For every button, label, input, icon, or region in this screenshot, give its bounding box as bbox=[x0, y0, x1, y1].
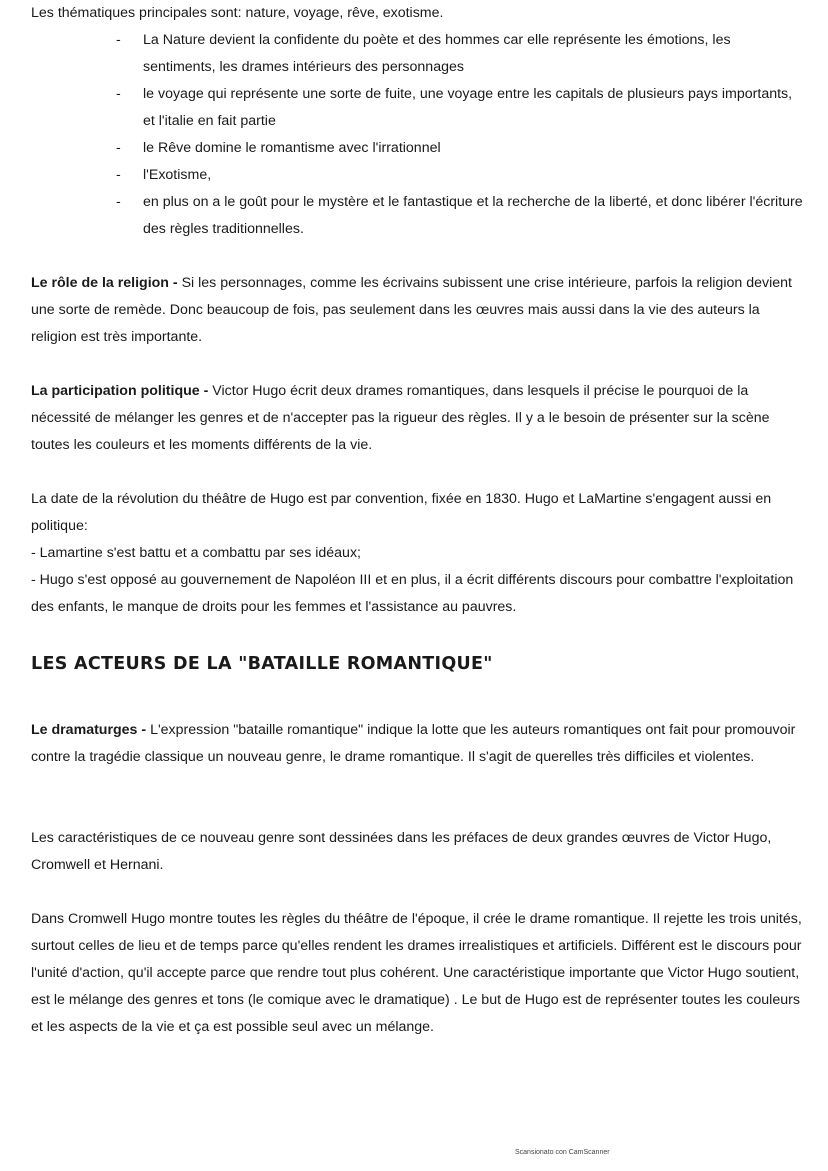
bullet-dash: - bbox=[116, 140, 121, 156]
list-item: - La Nature devient la confidente du poète et des hommes car elle représente les émotions, les sentiments, les drames intérieurs des personnages bbox=[116, 27, 806, 81]
list-item: - en plus on a le goût pour le mystère et le fantastique et la recherche de la liberté, et donc libérer l'écriture des règles traditionnelles. bbox=[116, 189, 806, 243]
bullet-dash: - bbox=[116, 194, 121, 210]
religion-paragraph bbox=[31, 270, 806, 351]
scanner-watermark: Scansionato con CamScanner bbox=[515, 1149, 610, 1156]
list-item: - l'Exotisme, bbox=[116, 162, 806, 189]
dramaturges-title: Le dramaturges - bbox=[31, 722, 151, 738]
revolution-paragraph bbox=[31, 486, 806, 621]
politique-text: Victor Hugo écrit deux drames romantiques, dans lesquels il précise le pourquoi de la nécessité de mélanger les genres et de n'accepter pas la rigueur des règles. Il y a le besoin de présenter sur la scène toutes les couleurs et les moments différents de la vie. bbox=[31, 383, 770, 453]
themes-list bbox=[116, 27, 806, 243]
bullet-dash: - bbox=[116, 86, 121, 102]
caracteristiques-paragraph: Les caractéristiques de ce nouveau genre sont dessinées dans les préfaces de deux grandes œuvres de Victor Hugo, Cromwell et Hernani. bbox=[31, 830, 772, 873]
bullet-dash: - bbox=[116, 167, 121, 183]
section-heading: LES ACTEURS DE LA "BATAILLE ROMANTIQUE" bbox=[31, 654, 493, 674]
list-item: - le voyage qui représente une sorte de fuite, une voyage entre les capitals de plusieurs pays importants, et l'italie en fait partie bbox=[116, 81, 806, 135]
politique-title: La participation politique - bbox=[31, 383, 213, 399]
dramaturges-paragraph bbox=[31, 717, 806, 771]
intro-text: Les thématiques principales sont: nature, voyage, rêve, exotisme. bbox=[31, 5, 444, 21]
revolution-line-1: La date de la révolution du théâtre de Hugo est par convention, fixée en 1830. Hugo et LaMartine s'engagent aussi en politique: bbox=[31, 491, 772, 534]
bullet-dash: - bbox=[116, 32, 121, 48]
religion-text: Si les personnages, comme les écrivains subissent une crise intérieure, parfois la religion devient une sorte de remède. Donc beaucoup de fois, pas seulement dans les œuvres mais aussi dans la vie des auteurs la religion est très importante. bbox=[31, 275, 792, 345]
revolution-line-3: - Hugo s'est opposé au gouvernement de Napoléon III et en plus, il a écrit différents discours pour combattre l'exploitation des enfants, le manque de droits pour les femmes et l'assistance au pauvres. bbox=[31, 572, 794, 615]
dramaturges-text: L'expression "bataille romantique" indique la lotte que les auteurs romantiques ont fait pour promouvoir contre la tragédie classique un nouveau genre, le drame romantique. Il s'agit de querelles très difficiles et violentes. bbox=[31, 722, 796, 765]
cromwell-paragraph: Dans Cromwell Hugo montre toutes les règles du théâtre de l'époque, il crée le drame romantique. Il rejette les trois unités, surtout celles de lieu et de temps parce qu'elles rendent les drames irrealistiques et artificiels. Différent est le discours pour l'unité d'action, qu'il accepte parce que rendre tout plus cohérent. Une caractéristique importante que Victor Hugo soutient, est le mélange des genres et tons (le comique avec le dramatique) . Le but de Hugo est de représenter toutes les couleurs et les aspects de la vie et ça est possible seul avec un mélange. bbox=[31, 911, 802, 1035]
religion-title: Le rôle de la religion - bbox=[31, 275, 182, 291]
list-item: - le Rêve domine le romantisme avec l'irrationnel bbox=[116, 135, 806, 162]
politique-paragraph bbox=[31, 378, 806, 459]
revolution-line-2: - Lamartine s'est battu et a combattu par ses idéaux; bbox=[31, 545, 361, 561]
